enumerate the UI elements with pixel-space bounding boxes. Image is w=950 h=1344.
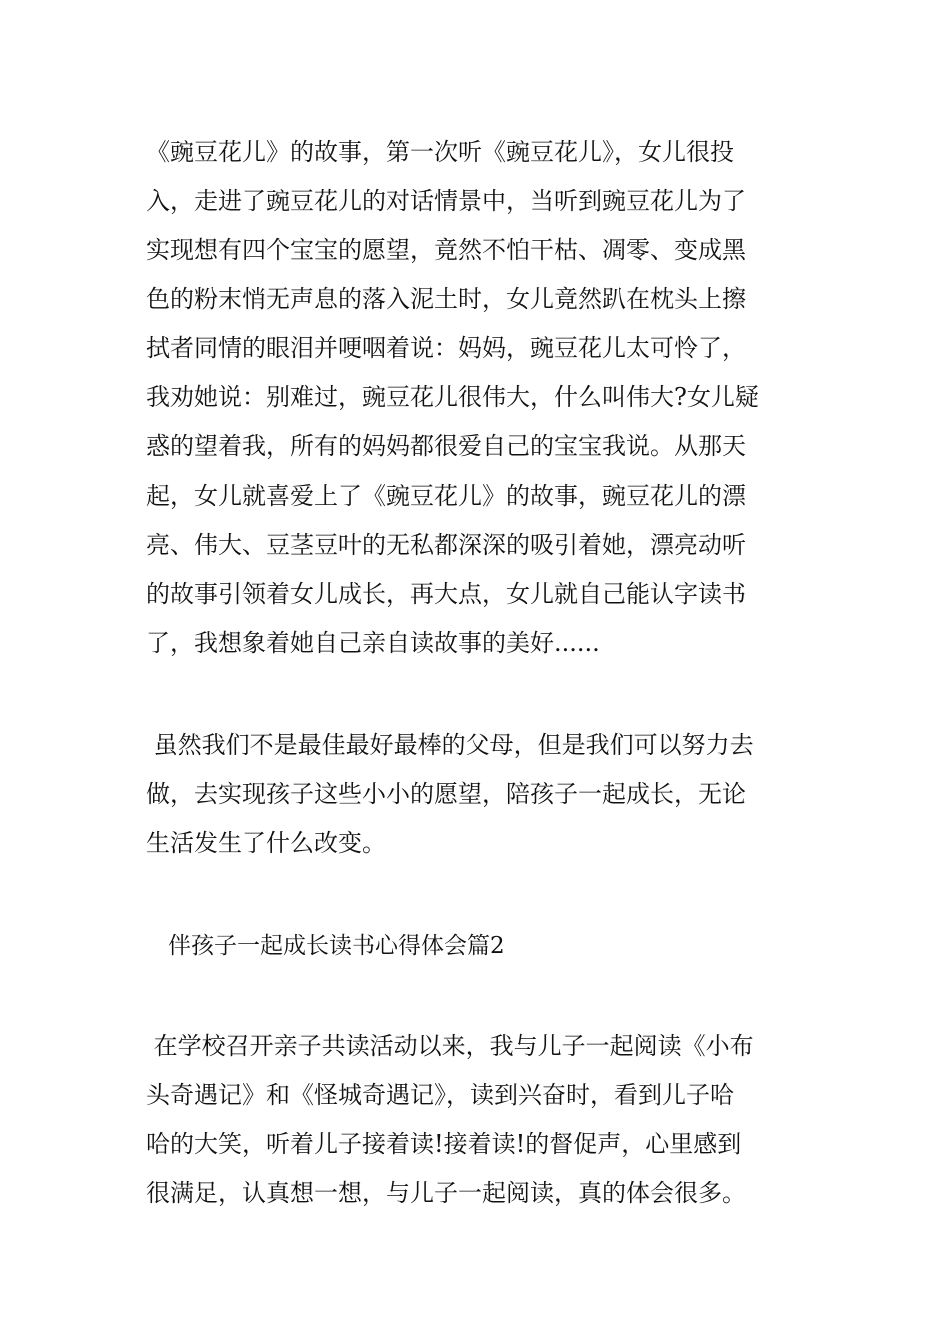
paragraph-2-line: 做，去实现孩子这些小小的愿望，陪孩子一起成长，无论 (146, 780, 746, 808)
paragraph-2-line: 生活发生了什么改变。 (146, 829, 386, 857)
paragraph-2-line: 虽然我们不是最佳最好最棒的父母，但是我们可以努力去 (146, 731, 754, 759)
paragraph-3-line: 哈的大笑，听着儿子接着读!接着读!的督促声，心里感到 (146, 1130, 742, 1158)
paragraph-1-line: 起，女儿就喜爱上了《豌豆花儿》的故事，豌豆花儿的漂 (146, 482, 746, 510)
paragraph-1-line: 的故事引领着女儿成长，再大点，女儿就自己能认字读书 (146, 580, 746, 608)
paragraph-1-line: 入，走进了豌豆花儿的对话情景中，当听到豌豆花儿为了 (146, 187, 746, 215)
paragraph-3-line: 在学校召开亲子共读活动以来，我与儿子一起阅读《小布 (146, 1032, 754, 1060)
paragraph-1-line: 色的粉末悄无声息的落入泥土时，女儿竟然趴在枕头上擦 (146, 285, 746, 313)
paragraph-1-line: 《豌豆花儿》的故事，第一次听《豌豆花儿》，女儿很投 (146, 138, 734, 166)
paragraph-1-line: 惑的望着我，所有的妈妈都很爱自己的宝宝我说。从那天 (146, 432, 746, 460)
paragraph-1-line: 亮、伟大、豆茎豆叶的无私都深深的吸引着她，漂亮动听 (146, 531, 746, 559)
paragraph-1-line: 我劝她说：别难过，豌豆花儿很伟大，什么叫伟大?女儿疑 (146, 383, 759, 411)
section-heading: 伴孩子一起成长读书心得体会篇2 (168, 933, 505, 959)
paragraph-3-line: 很满足，认真想一想，与儿子一起阅读，真的体会很多。 (146, 1179, 746, 1207)
paragraph-1-line: 了，我想象着她自己亲自读故事的美好...... (146, 629, 600, 657)
paragraph-3-line: 头奇遇记》和《怪城奇遇记》，读到兴奋时，看到儿子哈 (146, 1081, 734, 1109)
paragraph-1-line: 实现想有四个宝宝的愿望，竟然不怕干枯、凋零、变成黑 (146, 236, 746, 264)
paragraph-1-line: 拭者同情的眼泪并哽咽着说：妈妈，豌豆花儿太可怜了， (146, 334, 746, 362)
